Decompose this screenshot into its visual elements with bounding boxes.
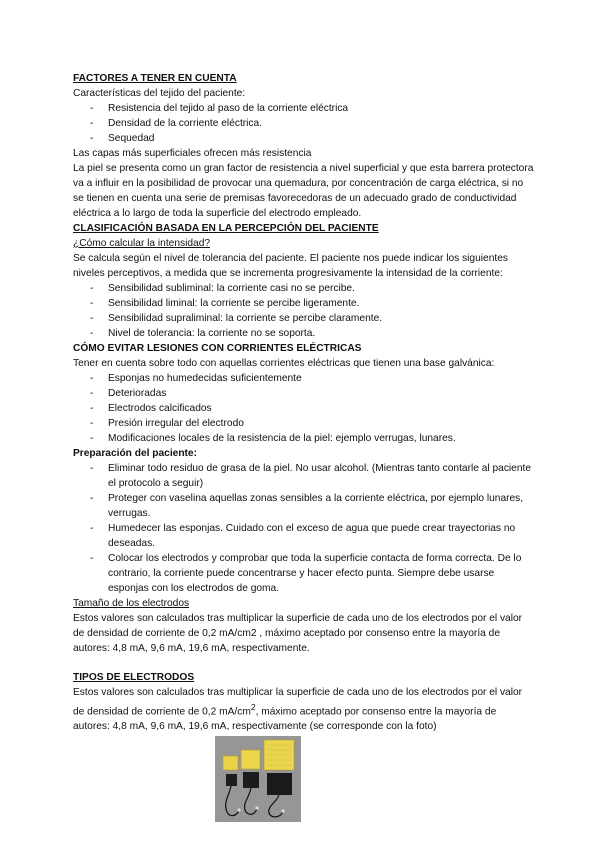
tamano-heading: Tamaño de los electrodos [73,598,190,609]
lesiones-heading: CÓMO EVITAR LESIONES CON CORRIENTES ELÉCTRICAS [73,343,362,354]
lesiones-paragraph: Tener en cuenta sobre todo con aquellas corrientes eléctricas que tienen una base galvánica: [73,358,495,369]
list-item: - Sensibilidad liminal: la corriente se percibe ligeramente. [73,296,535,311]
electrodes-photo [215,736,301,822]
tipos-superscript: 2 [250,702,256,712]
list-item: - Eliminar todo residuo de grasa de la piel. No usar alcohol. (Mientras tanto contarle al paciente el protocolo a seguir) [73,461,535,491]
list-item: - Humedecer las esponjas. Cuidado con el exceso de agua que puede crear trayectorias no deseadas. [73,521,535,551]
tipos-heading: TIPOS DE ELECTRODOS [73,672,195,683]
list-item: - Presión irregular del electrodo [73,416,535,431]
list-item: - Nivel de tolerancia: la corriente no se soporta. [73,326,535,341]
medium-sponge-pad [241,750,260,769]
capas-line: Las capas más superficiales ofrecen más resistencia [73,148,312,159]
clasificacion-heading: CLASIFICACIÓN BASADA EN LA PERCEPCIÓN DEL PACIENTE [73,223,379,234]
medium-rubber-electrode [243,772,259,788]
document-page [73,71,535,822]
list-item: - Deterioradas [73,386,535,401]
preparacion-heading: Preparación del paciente: [73,448,197,459]
section-spacer [73,656,535,670]
lesiones-list [73,371,535,446]
list-item: - Sequedad [73,131,535,146]
list-item: - Proteger con vaselina aquellas zonas sensibles a la corriente eléctrica, por ejemplo lunares, verrugas. [73,491,535,521]
factores-heading: FACTORES A TENER EN CUENTA [73,73,237,84]
factores-subtitle: Características del tejido del paciente: [73,88,246,99]
tipos-paragraph-post: , máximo aceptado por consenso entre la mayoría de autores: 4,8 mA, 9,6 mA, 19,6 mA, respectivamente (se corresponde con la foto) [73,706,497,733]
factores-list [73,101,535,146]
list-item: - Modificaciones locales de la resistencia de la piel: ejemplo verrugas, lunares. [73,431,535,446]
list-item: - Sensibilidad subliminal: la corriente casi no se percibe. [73,281,535,296]
list-item: - Sensibilidad supraliminal: la corriente se percibe claramente. [73,311,535,326]
clasificacion-list [73,281,535,341]
small-rubber-electrode [226,774,237,786]
tamano-paragraph: Estos valores son calculados tras multiplicar la superficie de cada uno de los electrodos por el valor de densidad de corriente de 0,2 mA/cm2 , máximo aceptado por consenso entre la mayoría de autores: 4,8 mA, 9,6 mA, 19,6 mA, respectivamente. [73,613,523,654]
clasificacion-question: ¿Cómo calcular la intensidad? [73,238,211,249]
tipos-paragraph-pre: Estos valores son calculados tras multiplicar la superficie de cada uno de los electrodos por el valor de densidad de corriente de 0,2 mA/cm [73,687,523,718]
list-item: - Electrodos calcificados [73,401,535,416]
factores-paragraph: La piel se presenta como un gran factor de resistencia a nivel superficial y que esta barrera protectora va a influir en la posibilidad de provocar una quemadura, por concentración de carga eléctrica, si no se tienen en cuenta una serie de premisas favorecedoras de un adecuado grado de conductividad eléctrica a lo largo de toda la superficie del electrodo empleado. [73,163,534,219]
list-item: - Colocar los electrodos y comprobar que toda la superficie contacta de forma correcta. De lo contrario, la corriente puede concentrarse y hacer efecto punta. Siempre debe usarse esponjas con los electrodos de goma. [73,551,535,596]
list-item: - Resistencia del tejido al paso de la corriente eléctrica [73,101,535,116]
list-item: - Densidad de la corriente eléctrica. [73,116,535,131]
large-rubber-electrode [267,773,292,795]
preparacion-list [73,461,535,596]
clasificacion-paragraph: Se calcula según el nivel de tolerancia del paciente. El paciente nos puede indicar los siguientes niveles perceptivos, a medida que se incrementa progresivamente la intensidad de la corriente: [73,253,508,279]
tipos-paragraph [73,685,535,734]
small-sponge-pad [223,756,238,770]
list-item: - Esponjas no humedecidas suficientemente [73,371,535,386]
